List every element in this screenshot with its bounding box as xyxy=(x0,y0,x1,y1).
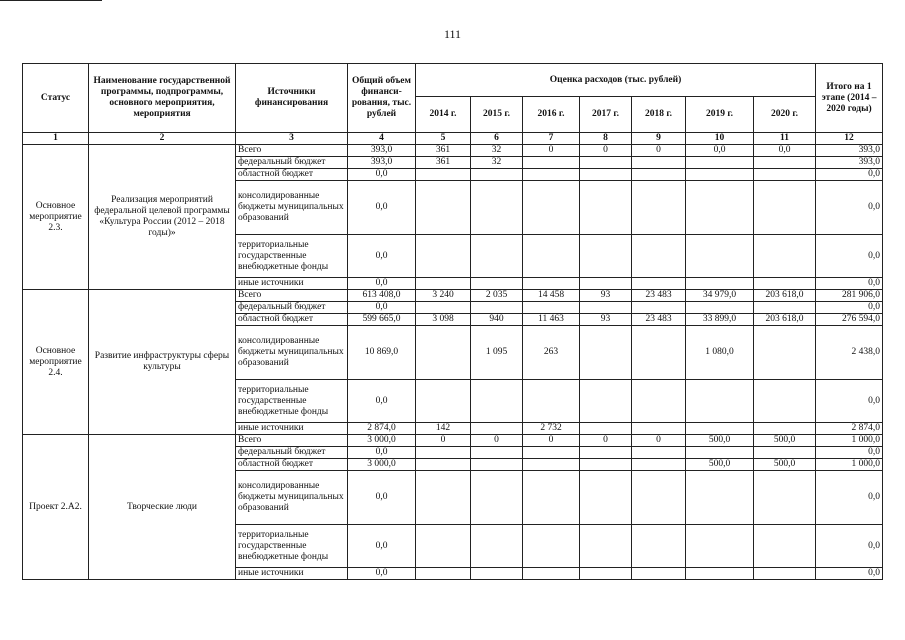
total-volume-cell: 3 000,0 xyxy=(348,435,416,447)
financing-table xyxy=(22,63,883,580)
year-value-cell: 0,0 xyxy=(754,145,816,157)
stage-total-cell: 2 874,0 xyxy=(816,423,883,435)
total-volume-cell: 2 874,0 xyxy=(348,423,416,435)
column-number: 2 xyxy=(89,133,236,145)
year-value-cell xyxy=(523,525,580,568)
year-value-cell xyxy=(416,568,471,580)
year-value-cell: 32 xyxy=(471,157,523,169)
year-value-cell xyxy=(580,157,632,169)
total-volume-cell: 393,0 xyxy=(348,157,416,169)
header-year: 2020 г. xyxy=(754,97,816,133)
year-value-cell xyxy=(471,169,523,181)
total-volume-cell: 0,0 xyxy=(348,302,416,314)
source-cell: Всего xyxy=(236,290,348,302)
measure-name-cell: Творческие люди xyxy=(89,435,236,580)
year-value-cell: 2 732 xyxy=(523,423,580,435)
year-value-cell: 14 458 xyxy=(523,290,580,302)
header-sources: Источники финансирования xyxy=(236,64,348,133)
table-body xyxy=(23,145,883,580)
table-row xyxy=(23,435,883,447)
year-value-cell xyxy=(580,181,632,235)
header-total-volume: Общий объем финанси-рования, тыс. рублей xyxy=(348,64,416,133)
source-cell: иные источники xyxy=(236,423,348,435)
stage-total-cell: 0,0 xyxy=(816,302,883,314)
header-year: 2014 г. xyxy=(416,97,471,133)
stage-total-cell: 276 594,0 xyxy=(816,314,883,326)
total-volume-cell: 393,0 xyxy=(348,145,416,157)
year-value-cell xyxy=(523,157,580,169)
year-value-cell: 0 xyxy=(632,435,686,447)
year-value-cell: 0 xyxy=(416,435,471,447)
year-value-cell: 1 080,0 xyxy=(686,326,754,380)
total-volume-cell: 0,0 xyxy=(348,278,416,290)
year-value-cell xyxy=(754,278,816,290)
year-value-cell xyxy=(471,447,523,459)
stage-total-cell: 281 906,0 xyxy=(816,290,883,302)
stage-total-cell: 0,0 xyxy=(816,447,883,459)
year-value-cell xyxy=(632,169,686,181)
year-value-cell: 0 xyxy=(580,145,632,157)
year-value-cell xyxy=(686,447,754,459)
year-value-cell: 203 618,0 xyxy=(754,314,816,326)
column-number: 11 xyxy=(754,133,816,145)
year-value-cell xyxy=(523,380,580,423)
year-value-cell xyxy=(580,380,632,423)
source-cell: консолидированные бюджеты муниципальных образований xyxy=(236,181,348,235)
source-cell: консолидированные бюджеты муниципальных образований xyxy=(236,471,348,525)
year-value-cell xyxy=(754,181,816,235)
source-cell: областной бюджет xyxy=(236,169,348,181)
year-value-cell: 11 463 xyxy=(523,314,580,326)
year-value-cell: 23 483 xyxy=(632,314,686,326)
status-cell: Основное мероприятие 2.4. xyxy=(23,290,89,435)
year-value-cell xyxy=(471,380,523,423)
year-value-cell xyxy=(686,302,754,314)
year-value-cell: 203 618,0 xyxy=(754,290,816,302)
year-value-cell xyxy=(580,447,632,459)
year-value-cell xyxy=(416,447,471,459)
year-value-cell xyxy=(632,326,686,380)
source-cell: территориальные государственные внебюджетные фонды xyxy=(236,235,348,278)
year-value-cell xyxy=(416,525,471,568)
year-value-cell xyxy=(471,181,523,235)
year-value-cell xyxy=(580,525,632,568)
year-value-cell: 0 xyxy=(523,145,580,157)
total-volume-cell: 0,0 xyxy=(348,525,416,568)
column-number: 9 xyxy=(632,133,686,145)
header-year: 2015 г. xyxy=(471,97,523,133)
total-volume-cell: 0,0 xyxy=(348,471,416,525)
page-number: 111 xyxy=(443,27,462,41)
year-value-cell xyxy=(580,169,632,181)
year-value-cell xyxy=(471,278,523,290)
year-value-cell xyxy=(686,568,754,580)
column-number: 5 xyxy=(416,133,471,145)
column-number: 3 xyxy=(236,133,348,145)
total-volume-cell: 10 869,0 xyxy=(348,326,416,380)
year-value-cell xyxy=(580,326,632,380)
year-value-cell: 361 xyxy=(416,157,471,169)
year-value-cell xyxy=(580,459,632,471)
total-volume-cell: 0,0 xyxy=(348,181,416,235)
year-value-cell xyxy=(686,278,754,290)
year-value-cell xyxy=(754,157,816,169)
year-value-cell: 23 483 xyxy=(632,290,686,302)
year-value-cell xyxy=(686,380,754,423)
year-value-cell xyxy=(580,302,632,314)
column-number: 8 xyxy=(580,133,632,145)
year-value-cell: 34 979,0 xyxy=(686,290,754,302)
top-left-rule xyxy=(0,0,102,1)
header-year: 2018 г. xyxy=(632,97,686,133)
year-value-cell: 361 xyxy=(416,145,471,157)
status-cell: Основное мероприятие 2.3. xyxy=(23,145,89,290)
year-value-cell xyxy=(416,181,471,235)
year-value-cell xyxy=(416,235,471,278)
column-number: 12 xyxy=(816,133,883,145)
year-value-cell xyxy=(416,471,471,525)
year-value-cell xyxy=(580,471,632,525)
year-value-cell: 3 240 xyxy=(416,290,471,302)
year-value-cell: 500,0 xyxy=(754,435,816,447)
year-value-cell xyxy=(416,326,471,380)
year-value-cell xyxy=(632,568,686,580)
year-value-cell: 33 899,0 xyxy=(686,314,754,326)
year-value-cell xyxy=(523,471,580,525)
year-value-cell xyxy=(686,157,754,169)
year-value-cell: 0 xyxy=(471,435,523,447)
source-cell: областной бюджет xyxy=(236,314,348,326)
table-row xyxy=(23,290,883,302)
year-value-cell xyxy=(580,235,632,278)
year-value-cell xyxy=(580,568,632,580)
year-value-cell: 1 095 xyxy=(471,326,523,380)
year-value-cell xyxy=(416,459,471,471)
source-cell: территориальные государственные внебюджетные фонды xyxy=(236,380,348,423)
table-row xyxy=(23,145,883,157)
source-cell: иные источники xyxy=(236,278,348,290)
year-value-cell xyxy=(471,525,523,568)
year-value-cell xyxy=(686,169,754,181)
column-number: 7 xyxy=(523,133,580,145)
header-stage-total: Итого на 1 этапе (2014 – 2020 годы) xyxy=(816,64,883,133)
total-volume-cell: 0,0 xyxy=(348,568,416,580)
year-value-cell xyxy=(632,278,686,290)
year-value-cell xyxy=(632,423,686,435)
header-year: 2017 г. xyxy=(580,97,632,133)
year-value-cell xyxy=(471,423,523,435)
year-value-cell xyxy=(632,525,686,568)
year-value-cell: 93 xyxy=(580,290,632,302)
stage-total-cell: 0,0 xyxy=(816,278,883,290)
stage-total-cell: 393,0 xyxy=(816,145,883,157)
source-cell: Всего xyxy=(236,145,348,157)
year-value-cell xyxy=(523,235,580,278)
year-value-cell xyxy=(471,471,523,525)
total-volume-cell: 0,0 xyxy=(348,169,416,181)
measure-name-cell: Реализация мероприятий федеральной целевой программы «Культура России (2012 – 2018 годы)» xyxy=(89,145,236,290)
year-value-cell xyxy=(686,423,754,435)
header-year: 2016 г. xyxy=(523,97,580,133)
source-cell: консолидированные бюджеты муниципальных образований xyxy=(236,326,348,380)
year-value-cell xyxy=(754,525,816,568)
year-value-cell xyxy=(523,302,580,314)
year-value-cell xyxy=(523,459,580,471)
year-value-cell: 3 098 xyxy=(416,314,471,326)
year-value-cell xyxy=(686,235,754,278)
total-volume-cell: 599 665,0 xyxy=(348,314,416,326)
total-volume-cell: 0,0 xyxy=(348,235,416,278)
year-value-cell xyxy=(523,169,580,181)
year-value-cell xyxy=(754,235,816,278)
year-value-cell xyxy=(754,380,816,423)
year-value-cell xyxy=(416,278,471,290)
stage-total-cell: 0,0 xyxy=(816,380,883,423)
year-value-cell xyxy=(632,302,686,314)
year-value-cell: 940 xyxy=(471,314,523,326)
stage-total-cell: 1 000,0 xyxy=(816,435,883,447)
stage-total-cell: 0,0 xyxy=(816,181,883,235)
year-value-cell: 500,0 xyxy=(686,435,754,447)
year-value-cell: 0 xyxy=(523,435,580,447)
year-value-cell: 93 xyxy=(580,314,632,326)
year-value-cell xyxy=(632,459,686,471)
year-value-cell xyxy=(416,380,471,423)
header-status: Статус xyxy=(23,64,89,133)
year-value-cell xyxy=(754,169,816,181)
source-cell: Всего xyxy=(236,435,348,447)
year-value-cell: 500,0 xyxy=(754,459,816,471)
stage-total-cell: 0,0 xyxy=(816,525,883,568)
year-value-cell: 0,0 xyxy=(686,145,754,157)
source-cell: федеральный бюджет xyxy=(236,157,348,169)
total-volume-cell: 0,0 xyxy=(348,380,416,423)
year-value-cell: 500,0 xyxy=(686,459,754,471)
year-value-cell xyxy=(754,302,816,314)
year-value-cell xyxy=(580,423,632,435)
stage-total-cell: 0,0 xyxy=(816,471,883,525)
year-value-cell xyxy=(632,447,686,459)
source-cell: федеральный бюджет xyxy=(236,302,348,314)
total-volume-cell: 3 000,0 xyxy=(348,459,416,471)
year-value-cell xyxy=(754,447,816,459)
year-value-cell xyxy=(471,235,523,278)
year-value-cell xyxy=(686,471,754,525)
stage-total-cell: 2 438,0 xyxy=(816,326,883,380)
year-value-cell xyxy=(523,568,580,580)
year-value-cell xyxy=(523,278,580,290)
year-value-cell xyxy=(632,157,686,169)
column-number-row xyxy=(23,133,883,145)
year-value-cell xyxy=(471,568,523,580)
year-value-cell xyxy=(754,326,816,380)
source-cell: иные источники xyxy=(236,568,348,580)
header-year: 2019 г. xyxy=(686,97,754,133)
source-cell: федеральный бюджет xyxy=(236,447,348,459)
year-value-cell xyxy=(632,471,686,525)
year-value-cell xyxy=(523,181,580,235)
year-value-cell: 142 xyxy=(416,423,471,435)
column-number: 1 xyxy=(23,133,89,145)
source-cell: территориальные государственные внебюджетные фонды xyxy=(236,525,348,568)
stage-total-cell: 0,0 xyxy=(816,235,883,278)
year-value-cell: 0 xyxy=(632,145,686,157)
year-value-cell: 0 xyxy=(580,435,632,447)
stage-total-cell: 1 000,0 xyxy=(816,459,883,471)
year-value-cell: 263 xyxy=(523,326,580,380)
year-value-cell xyxy=(632,181,686,235)
total-volume-cell: 0,0 xyxy=(348,447,416,459)
year-value-cell xyxy=(686,181,754,235)
source-cell: областной бюджет xyxy=(236,459,348,471)
column-number: 4 xyxy=(348,133,416,145)
year-value-cell xyxy=(471,302,523,314)
year-value-cell xyxy=(632,235,686,278)
year-value-cell xyxy=(580,278,632,290)
header-estimate: Оценка расходов (тыс. рублей) xyxy=(416,64,816,97)
year-value-cell: 32 xyxy=(471,145,523,157)
status-cell: Проект 2.А2. xyxy=(23,435,89,580)
year-value-cell xyxy=(471,459,523,471)
stage-total-cell: 393,0 xyxy=(816,157,883,169)
year-value-cell xyxy=(754,568,816,580)
year-value-cell xyxy=(416,169,471,181)
header-name: Наименование государственной программы, подпрограммы, основного мероприятия, мероприятия xyxy=(89,64,236,133)
total-volume-cell: 613 408,0 xyxy=(348,290,416,302)
stage-total-cell: 0,0 xyxy=(816,169,883,181)
year-value-cell xyxy=(632,380,686,423)
column-number: 6 xyxy=(471,133,523,145)
year-value-cell xyxy=(754,471,816,525)
year-value-cell xyxy=(416,302,471,314)
year-value-cell xyxy=(754,423,816,435)
stage-total-cell: 0,0 xyxy=(816,568,883,580)
measure-name-cell: Развитие инфраструктуры сферы культуры xyxy=(89,290,236,435)
year-value-cell xyxy=(523,447,580,459)
column-number: 10 xyxy=(686,133,754,145)
year-value-cell: 2 035 xyxy=(471,290,523,302)
year-value-cell xyxy=(686,525,754,568)
